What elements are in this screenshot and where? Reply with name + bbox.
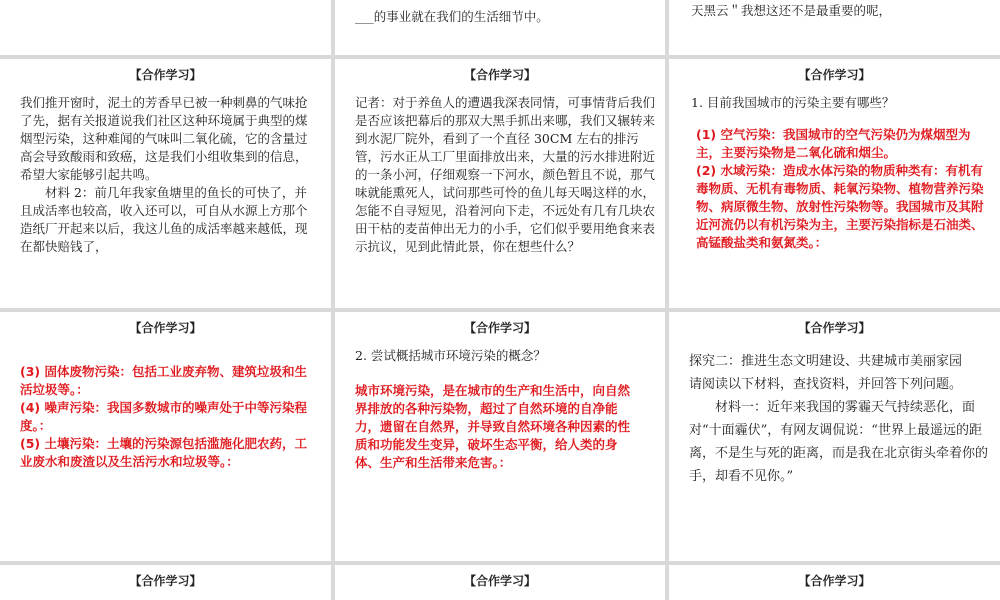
answer-1-continued: [20, 363, 312, 471]
question-1: 1. 目前我国城市的污染主要有哪些？: [691, 95, 895, 110]
material-2-paragraph: 材料 2：前几年我家鱼塘里的鱼长的可快了，并且成活率也较高，收入还可以，可自从水源上方那个造纸厂开起来以后，我这儿鱼的成活率越来越低，现在都快赔钱了，: [20, 185, 308, 254]
section-header: 【合作学习】: [463, 574, 536, 588]
paragraph: 我们推开窗时，泥土的芳香早已被一种刺鼻的气味抢了先，据有关报道说我们社区这种环境属于典型的煤烟型污染，这种难闻的气味叫二氧化硫，它的含量过高会导致酸雨和致癌，这是我们小组收集到的信息，希望大家能够引起共鸣。: [20, 95, 308, 182]
tile-r2-c2: [335, 312, 665, 561]
inquiry-2-text: [689, 350, 993, 488]
tile-r2-c1: [0, 312, 331, 561]
section-header: 【合作学习】: [129, 574, 202, 588]
tile-r1-c1: [0, 59, 331, 308]
reporter-text: 记者：对于养鱼人的遭遇我深表同情，可事情背后我们是否应该把幕后的那双大黑手抓出来哪，我们又辗转来到水泥厂院外，看到了一个直径 30CM 左右的排污管，污水正从工厂里面排放出来，大量的污水排进附近的一条小河，仔细观察一下河水，颜色暂且不说，那气味就能熏死人，试问那些可怜的鱼儿每天喝这样的水，怎能不自寻短见，沿着河向下走，不远处有几有几块农田干枯的麦苗伸出无力的小手，它们似乎要用绝食来表示抗议，见到此情此景，你在想些什么？: [355, 95, 656, 254]
inquiry-title: 探究二：推进生态文明建设、共建城市美丽家园: [689, 354, 963, 369]
answer-1: [696, 126, 984, 252]
section-header: 【合作学习】: [129, 321, 202, 335]
material-1-text: [20, 94, 316, 256]
tile-r0-c2: [335, 0, 665, 55]
tile-r3-c2: [335, 565, 665, 600]
answer-air-pollution: (1) 空气污染：我国城市的空气污染仍为煤烟型为主，主要污染物是二氧化硫和烟尘。: [696, 127, 971, 160]
section-header: 【合作学习】: [798, 68, 871, 82]
answer-soil: (5) 土壤污染：土壤的污染源包括滥施化肥农药，工业废水和废渣以及生活污水和垃圾等。：: [20, 436, 307, 469]
tile-r2-c3: [669, 312, 1000, 561]
tile-r0-c1: [0, 0, 331, 55]
tile-r1-c3: [669, 59, 1000, 308]
tile-r3-c1: [0, 565, 331, 600]
inquiry-instruction: 请阅读以下材料，查找资料，并回答下列问题。: [689, 377, 963, 392]
section-header: 【合作学习】: [798, 321, 871, 335]
answer-2: 城市环境污染，是在城市的生产和生活中，向自然界排放的各种污染物，超过了自然环境的自净能力，遗留在自然界，并导致自然环境各种因素的性质和功能发生变异，破坏生态平衡，给人类的身体、生产和生活带来危害。：: [355, 383, 631, 470]
answer-noise: (4) 噪声污染：我国多数城市的噪声处于中等污染程度。：: [20, 400, 307, 433]
answer-solid-waste: (3) 固体废物污染：包括工业废弃物、建筑垃圾和生活垃圾等。：: [20, 364, 307, 397]
tile-r0-c3: [669, 0, 1000, 55]
material-one-paragraph: 材料一：近年来我国的雾霾天气持续恶化，面对“十面霾伏”，有网友调侃说：“世界上最遥远的距离，不是生与死的距离，而是我在北京街头牵着你的手，却看不见你。”: [689, 400, 989, 484]
tile-r1-c2: [335, 59, 665, 308]
r0-c2-text: ___的事业就在我们的生活细节中。: [355, 9, 549, 24]
section-header: 【合作学习】: [129, 68, 202, 82]
section-header: 【合作学习】: [798, 574, 871, 588]
question-2: 2. 尝试概括城市环境污染的概念？: [355, 348, 546, 363]
tile-r3-c3: [669, 565, 1000, 600]
r0-c3-text: 天黑云＂我想这还不是最重要的呢，: [691, 3, 892, 18]
section-header: 【合作学习】: [463, 68, 536, 82]
answer-water-pollution: (2) 水域污染：造成水体污染的物质种类有：有机有毒物质、无机有毒物质、耗氧污染物、植物营养污染物、病原微生物、放射性污染物等。我国城市及其附近河流仍以有机污染为主，主要污染指标是石油类、高锰酸盐类和氨氮类。：: [696, 163, 984, 250]
section-header: 【合作学习】: [463, 321, 536, 335]
